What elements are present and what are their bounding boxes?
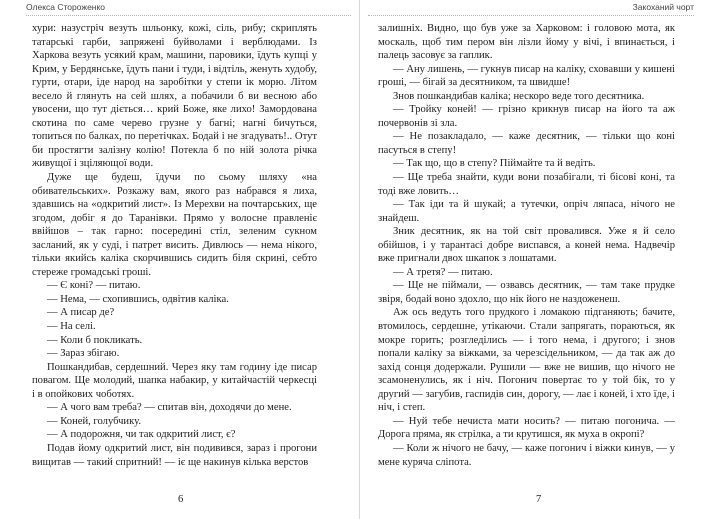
paragraph: Зник десятник, як на той світ провалився. Уже я й село обійшов, і у тарантасі добре виспався, а коней нема. Надвечір вже пригнали двох шкапок з лошатами. [378,226,675,265]
paragraph: хури: назустріч везуть шльонку, кожі, сіль, рибу; скриплять татарські гарби, запряжені буйволами і верблюдами. Із Харкова везуть усякий крам, машини, паровики, їдуть купці у Крим, у Бердянське, їдуть пани і туди, і відтіль, женуть худобу, гурти, отари, іде народ на заробітки у степи ік морю. Літом весело й глянуть на сей шлях, а побачили б ви весною або увосени, що тут діється… крий Боже, яке лихо! Замордована скотина по саме черево грузне у багні; нагні бичуться, топиться по балках, по перетічках. Бодай і не згадувать!.. Отут би простягти залізну колію! Потекла б по ній золота річка живущої і зціляющої води. [32,23,317,170]
paragraph: Аж ось ведуть того прудкого і ломакою підганяють; бачите, втомилось, сердешне, утікаючи. Стали запрягать, пораються, як мокре горить; розгледілись — і того нема, і другого; і знов попали каліку за віжками, за черезсідельником, — да так аж до захід сонця додержали. Рушили — вже не вишив, що нічого не зсамоненулись, як і ніч. Погонич повертає то у той бік, то у другий — загубив, гаспидів син, дорогу, — лає і коней, і хто їде, і ніч, і степ. [378,307,675,414]
dialogue-line: — Є коні? — питаю. [47,280,141,292]
page-number: 7 [536,494,542,505]
running-head-title: Закоханий чорт [632,2,694,12]
dialogue-line: — Ще треба знайти, куди вони позабігали, ті бісові коні, та тоді вже ловить… [378,172,675,197]
running-head-author: Олекса Стороженко [26,2,106,12]
dialogue-line: — Зараз збігаю. [47,348,120,360]
dialogue-line: — Ще не піймали, — озвавсь десятник, — там таке прудке звіря, бодай воно здохло, що нік його не наздоженеш. [378,280,675,305]
dialogue-line: — Нема, — схопившись, одвітив каліка. [47,293,229,305]
dialogue-line: — А подорожня, чи так одкритий лист, є? [47,429,236,441]
dialogue-line: — Ану лишень, — гукнув писар на каліку, сховавши у кишені гроші, — бігай за десятником, та швидше! [378,63,675,89]
page-number: 6 [178,494,184,505]
right-page-text [378,22,675,469]
dialogue-line: — Коли ж нічого не бачу, — каже погонич і віжки кинув, — у мене куряча сліпота. [378,442,675,468]
paragraph: Знов пошкандибав каліка; нескоро веде того десятника. [393,90,645,102]
left-page-text [32,22,317,469]
paragraph: Пошкандибав, сердешний. Через яку там годину іде писар повагом. Ще молодий, шапка набакир, у китайчастій черкесці і в опойкових чоботях. [32,361,317,400]
dialogue-line: — Так іди та й шукай; а тутечки, опріч ляпаса, нічого не знайдеш. [378,199,675,224]
dialogue-line: — Коли б покликать. [47,334,143,346]
header-rule [26,15,351,16]
dialogue-line: — А чого вам треба? — спитав він, доходячи до мене. [47,402,292,414]
dialogue-line: — Не позакладало, — каже десятник, — тільки що коні пасуться в степу! [378,131,675,156]
dialogue-line: — Нуй тебе нечиста мати носить? — питаю погонича. — Дорога пряма, як стрілка, а ти крутишся, як муха в окропі? [378,415,675,441]
paragraph: Подав йому одкритий лист, він подивився, зараз і прогони вищитав — такий спритний! — іє ще накинув кілька верстов [32,442,317,468]
dialogue-line: — А третя? — питаю. [393,266,493,278]
paragraph: залишніх. Видно, що був уже за Харковом: і головою мота, як москаль, щоб тим пером він лізли йому у вічі, і впинається, і палець засовує за гаплик. [378,23,675,62]
right-page [360,0,720,519]
paragraph: Дуже ще будеш, їдучи по сьому шляху «на обивательських». Розкажу вам, якого раз набрався я лиха, здавшись на «одкритий лист». Із Мерехви на почтарських, ще згодом, добіг я до Таранівки. Прямо у волосне правленіє ввійшов – так гарно: посередині стіл, зеленим сукном засланий, як у суді, і патрет висить. Дивлюсь — нема нікого, тільки якийсь каліка скорчившись сидить біля скрині, себто стереже громадські гроші. [32,172,317,278]
dialogue-line: — Так що, що в степу? Піймайте та й ведіть. [393,158,596,170]
header-rule [368,15,694,16]
dialogue-line: — А писар де? [47,307,115,319]
dialogue-line: — Тройку коней! — грізно крикнув писар на його та аж почервонів зі зла. [378,104,675,129]
dialogue-line: — Коней, голубчику. [47,415,141,427]
dialogue-line: — На селі. [47,321,96,333]
